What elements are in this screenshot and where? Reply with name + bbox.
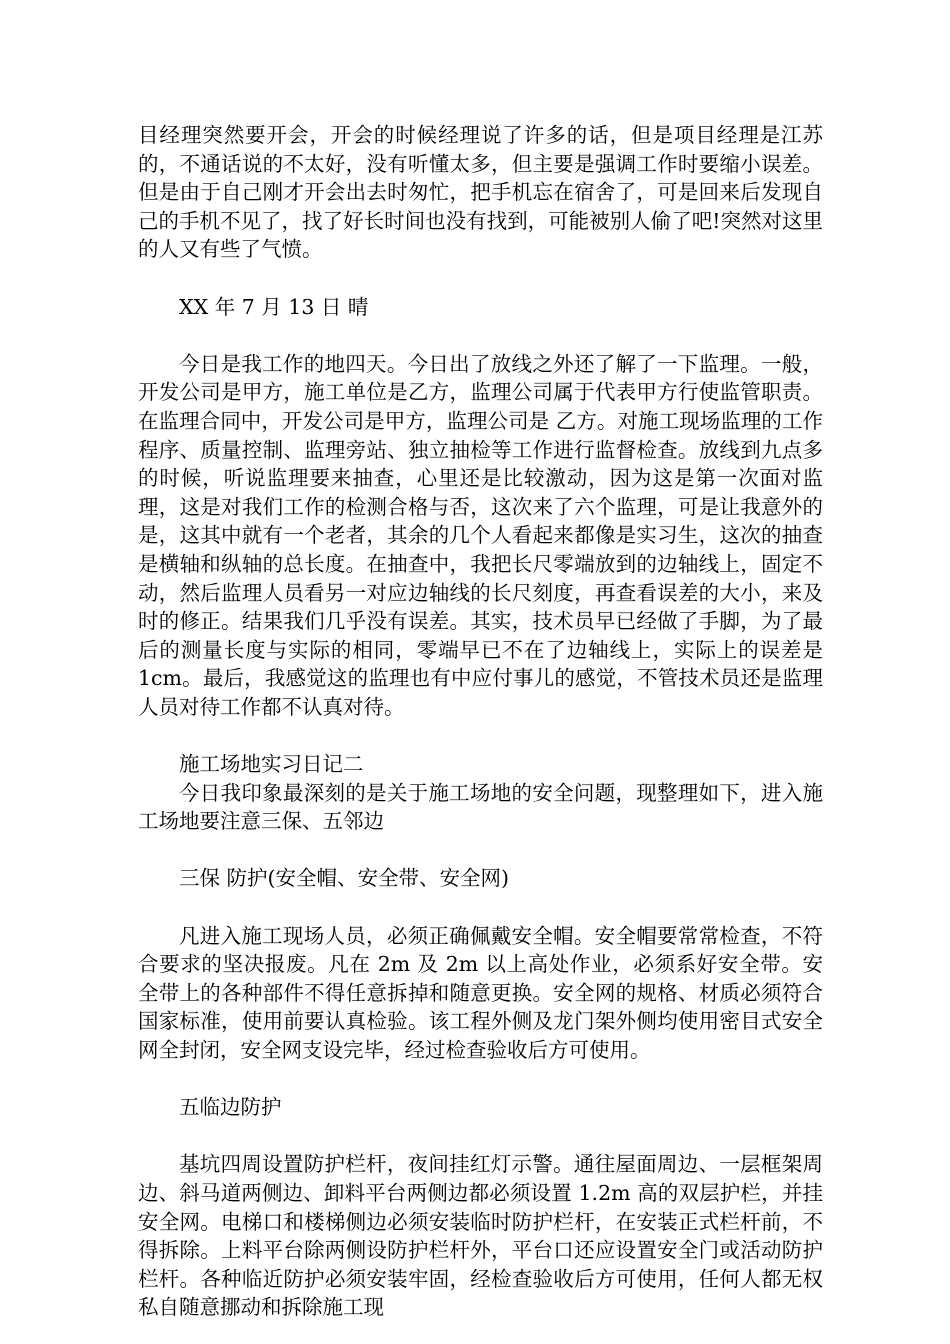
document-body	[138, 121, 823, 1322]
section-heading-edge-protection: 五临边防护	[179, 1095, 282, 1120]
diary-date-heading: XX 年 7 月 13 日 晴	[179, 294, 369, 319]
paragraph-safety-intro: 今日我印象最深刻的是关于施工场地的安全问题，现整理如下，进入施工场地要注意三保、五邻边	[138, 780, 823, 834]
paragraph-continuation: 目经理突然要开会，开会的时候经理说了许多的话，但是项目经理是江苏的，不通话说的不太好，没有听懂太多，但主要是强调工作时要缩小误差。但是由于自己刚才开会出去时匆忙，把手机忘在宿舍了，可是回来后发现自己的手机不见了，找了好长时间也没有找到，可能被别人偷了吧!突然对这里的人又有些了气愤。	[138, 123, 823, 262]
section-heading-three-protections: 三保 防护(安全帽、安全带、安全网)	[179, 866, 510, 891]
diary-title-two: 施工场地实习日记二	[179, 752, 364, 777]
paragraph-supervision: 今日是我工作的地四天。今日出了放线之外还了解了一下监理。一般，开发公司是甲方，施工单位是乙方，监理公司属于代表甲方行使监管职责。在监理合同中，开发公司是甲方，监理公司是 乙方。对施工现场监理的工作程序、质量控制、监理旁站、独立抽检等工作进行监督检查。放线到九点多的时候，听说监理要来抽查，心里还是比较激动，因为这是第一次面对监理，这是对我们工作的检测合格与否，这次来了六个监理，可是让我意外的是，这其中就有一个老者，其余的几个人看起来都像是实习生，这次的抽查是横轴和纵轴的总长度。在抽查中，我把长尺零端放到的边轴线上，固定不动，然后监理人员看另一对应边轴线的长尺刻度，再查看误差的大小，来及时的修正。结果我们几乎没有误差。其实，技术员早已经做了手脚，为了最后的测量长度与实际的相同，零端早已不在了边轴线上，实际上的误差是 1cm。最后，我感觉这的监理也有中应付事儿的感觉，不管技术员还是监理人员对待工作都不认真对待。	[138, 351, 823, 719]
paragraph-edge-protection: 基坑四周设置防护栏杆，夜间挂红灯示警。通往屋面周边、一层框架周边、斜马道两侧边、卸料平台两侧边都必须设置 1.2m 高的双层护栏，并挂安全网。电梯口和楼梯侧边必须安装临时防护栏杆，在安装正式栏杆前，不得拆除。上料平台除两侧设防护栏杆外，平台口还应设置安全门或活动防护栏杆。各种临近防护必须安装牢固，经检查验收后方可使用，任何人都无权私自随意挪动和拆除施工现	[138, 1152, 823, 1320]
paragraph-safety-equipment: 凡进入施工现场人员，必须正确佩戴安全帽。安全帽要常常检查，不符合要求的坚决报废。凡在 2m 及 2m 以上高处作业，必须系好安全带。安全带上的各种部件不得任意拆掉和随意更换。安全网的规格、材质必须符合国家标准，使用前要认真检验。该工程外侧及龙门架外侧均使用密目式安全网全封闭，安全网支设完毕，经过检查验收后方可使用。	[138, 923, 823, 1062]
